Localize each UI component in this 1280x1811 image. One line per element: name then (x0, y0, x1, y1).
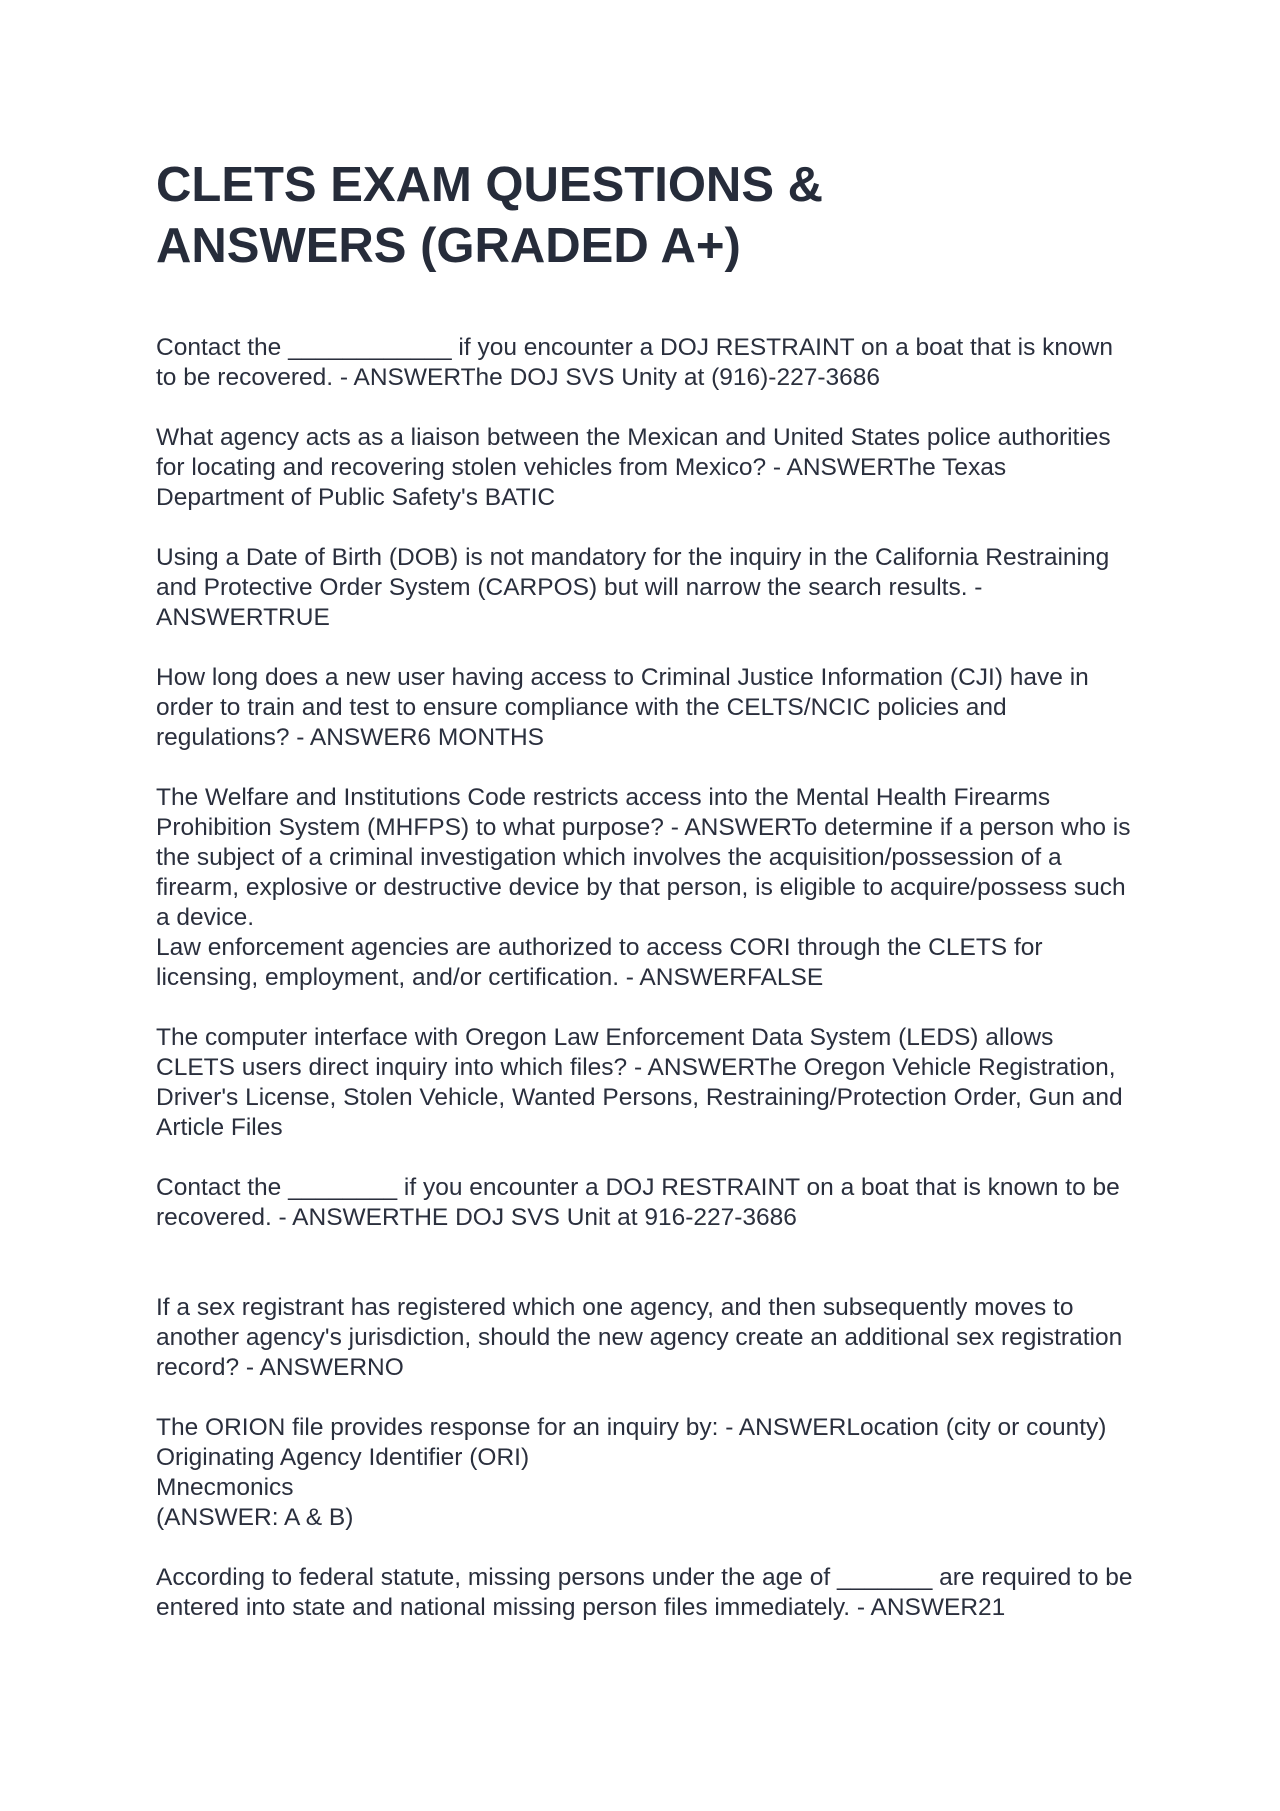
qa-list (156, 333, 1136, 1623)
qa-item: The ORION file provides response for an inquiry by: - ANSWERLocation (city or county) Originating Agency Identifier (ORI) Mnecmonics (ANSWER: A & B) (156, 1414, 1107, 1531)
qa-item: If a sex registrant has registered which one agency, and then subsequently moves to another agency's jurisdiction, should the new agency create an additional sex registration record? - ANSWERNO (156, 1294, 1123, 1381)
qa-item: According to federal statute, missing persons under the age of _______ are required to be entered into state and national missing person files immediately. - ANSWER21 (156, 1564, 1133, 1621)
document-page (156, 155, 1136, 1653)
qa-item: How long does a new user having access to Criminal Justice Information (CJI) have in order to train and test to ensure compliance with the CELTS/NCIC policies and regulations? - ANSWER6 MONTHS (156, 664, 1089, 751)
qa-item: Contact the ________ if you encounter a DOJ RESTRAINT on a boat that is known to be recovered. - ANSWERTHE DOJ SVS Unit at 916-227-3686 (156, 1174, 1120, 1231)
qa-item: Using a Date of Birth (DOB) is not mandatory for the inquiry in the California Restraining and Protective Order System (CARPOS) but will narrow the search results. - ANSWERTRUE (156, 544, 1110, 631)
qa-item: Contact the ____________ if you encounter a DOJ RESTRAINT on a boat that is known to be recovered. - ANSWERThe DOJ SVS Unity at (916)-227-3686 (156, 334, 1113, 391)
qa-item: The Welfare and Institutions Code restricts access into the Mental Health Firearms Prohibition System (MHFPS) to what purpose? - ANSWERTo determine if a person who is the subject of a criminal investigation which involves the acquisition/possession of a firearm, explosive or destructive device by that person, is eligible to acquire/possess such a device. Law enforcement agencies are authorized to access CORI through the CLETS for licensing, employment, and/or certification. - ANSWERFALSE (156, 784, 1131, 991)
title-line-1: CLETS EXAM QUESTIONS & (156, 158, 824, 212)
title-line-2: ANSWERS (GRADED A+) (156, 219, 741, 273)
qa-item: What agency acts as a liaison between the Mexican and United States police authorities for locating and recovering stolen vehicles from Mexico? - ANSWERThe Texas Department of Public Safety's BATIC (156, 424, 1111, 511)
qa-item: The computer interface with Oregon Law Enforcement Data System (LEDS) allows CLETS users direct inquiry into which files? - ANSWERThe Oregon Vehicle Registration, Driver's License, Stolen Vehicle, Wanted Persons, Restraining/Protection Order, Gun and Article Files (156, 1024, 1123, 1141)
document-title (156, 155, 1136, 277)
